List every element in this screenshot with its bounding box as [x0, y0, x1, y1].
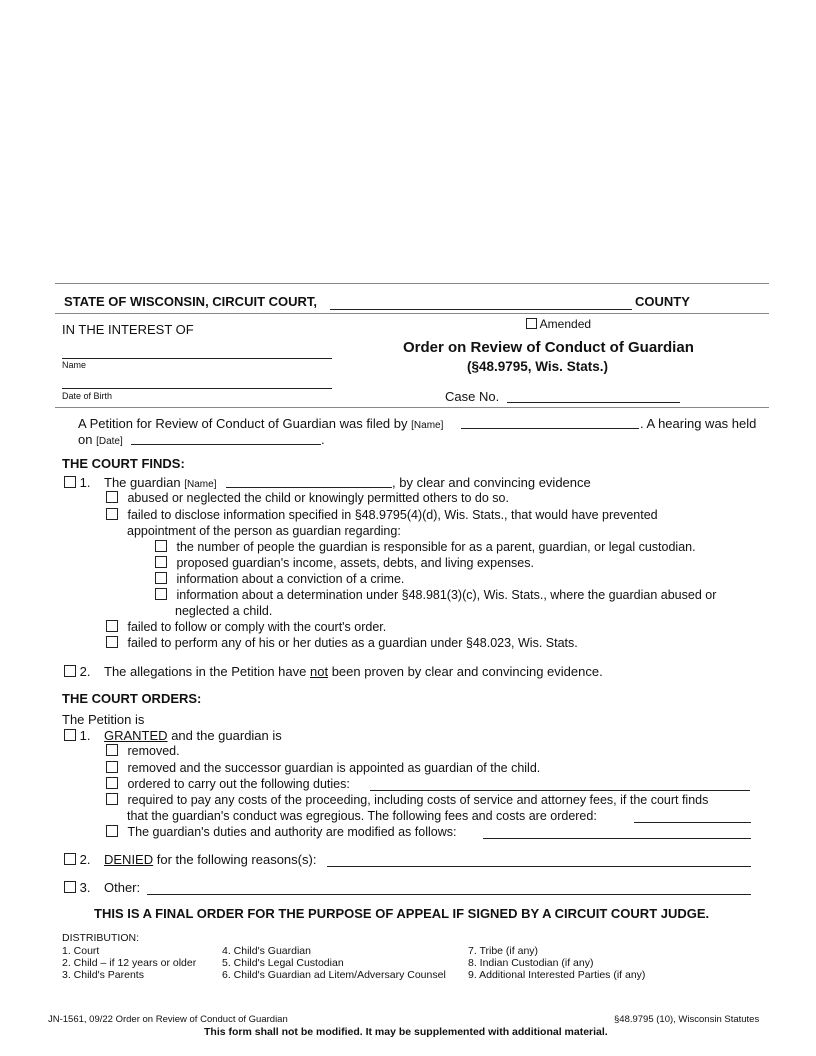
- name-field[interactable]: [62, 358, 332, 359]
- petition-line-2: on [Date]: [78, 432, 123, 447]
- court-orders-heading: THE COURT ORDERS:: [62, 691, 202, 706]
- denied-label: DENIED: [104, 852, 154, 867]
- dist-item: 4. Child's Guardian: [222, 945, 311, 957]
- granted-label: GRANTED: [104, 728, 168, 743]
- form-id: JN-1561, 09/22 Order on Review of Conduct of Guardian: [48, 1014, 288, 1025]
- duties-field[interactable]: [370, 790, 750, 791]
- orders-2-checkbox[interactable]: [64, 853, 76, 865]
- dist-item: 8. Indian Custodian (if any): [468, 957, 594, 969]
- orders-1-checkbox[interactable]: [64, 729, 76, 741]
- sub-number-checkbox[interactable]: [155, 540, 167, 552]
- modified-field[interactable]: [483, 838, 751, 839]
- dist-item: 5. Child's Legal Custodian: [222, 957, 344, 969]
- county-label: COUNTY: [635, 294, 690, 309]
- fees-field[interactable]: [634, 822, 751, 823]
- petitioner-name-field[interactable]: [461, 428, 639, 429]
- hearing-date-placeholder: [Date]: [96, 436, 123, 447]
- opt-abused[interactable]: abused or neglected the child or knowingly permitted others to do so.: [106, 491, 509, 505]
- finds-item-1[interactable]: 1.: [64, 475, 90, 490]
- finds-2-checkbox[interactable]: [64, 665, 76, 677]
- dist-item: 6. Child's Guardian ad Litem/Adversary Counsel: [222, 969, 446, 981]
- opt-ordered-duties[interactable]: ordered to carry out the following duties:: [106, 777, 350, 791]
- final-order-notice: THIS IS A FINAL ORDER FOR THE PURPOSE OF APPEAL IF SIGNED BY A CIRCUIT COURT JUDGE.: [94, 906, 710, 921]
- opt-failed-disclose[interactable]: failed to disclose information specified in §48.9795(4)(d), Wis. Stats., that would have prevented: [106, 508, 658, 522]
- opt-removed-successor[interactable]: removed and the successor guardian is appointed as guardian of the child.: [106, 761, 540, 775]
- dob-field[interactable]: [62, 388, 332, 389]
- opt-ordered-duties-checkbox[interactable]: [106, 777, 118, 789]
- opt-failed-perform-checkbox[interactable]: [106, 636, 118, 648]
- case-no-label: Case No.: [445, 389, 500, 404]
- form-title: Order on Review of Conduct of Guardian: [403, 339, 694, 356]
- petition-is-label: The Petition is: [62, 712, 145, 727]
- guardian-name-field[interactable]: [226, 487, 392, 488]
- opt-abused-checkbox[interactable]: [106, 491, 118, 503]
- sub-determination[interactable]: information about a determination under §48.981(3)(c), Wis. Stats., where the guardian abused or: [155, 588, 716, 602]
- opt-failed-perform[interactable]: failed to perform any of his or her duties as a guardian under §48.023, Wis. Stats.: [106, 636, 578, 650]
- footer-statute: §48.9795 (10), Wisconsin Statutes: [614, 1014, 760, 1025]
- opt-failed-disclose-cont: appointment of the person as guardian regarding:: [127, 524, 401, 538]
- hearing-date-field[interactable]: [131, 444, 321, 445]
- hearing-date-end: .: [321, 432, 325, 447]
- finds-item-2[interactable]: 2.: [64, 664, 90, 679]
- distribution-heading: DISTRIBUTION:: [62, 932, 140, 944]
- opt-modified-checkbox[interactable]: [106, 825, 118, 837]
- sub-determination-checkbox[interactable]: [155, 588, 167, 600]
- opt-required-pay[interactable]: required to pay any costs of the proceeding, including costs of service and attorney fees, if the court finds: [106, 793, 708, 807]
- opt-failed-disclose-checkbox[interactable]: [106, 508, 118, 520]
- dist-item: 3. Child's Parents: [62, 969, 144, 981]
- case-no-field[interactable]: [507, 402, 680, 403]
- name-label: Name: [62, 360, 87, 370]
- finds-1-checkbox[interactable]: [64, 476, 76, 488]
- opt-removed-checkbox[interactable]: [106, 744, 118, 756]
- sub-determination-cont: neglected a child.: [175, 604, 273, 618]
- finds-1-evidence: , by clear and convincing evidence: [392, 475, 591, 490]
- header-bottom-rule: [55, 407, 769, 408]
- dist-item: 7. Tribe (if any): [468, 945, 539, 957]
- sub-conviction[interactable]: information about a conviction of a crime.: [155, 572, 404, 586]
- header-rule: [55, 313, 769, 314]
- sub-conviction-checkbox[interactable]: [155, 572, 167, 584]
- dist-item: 9. Additional Interested Parties (if any): [468, 969, 646, 981]
- opt-modified[interactable]: The guardian's duties and authority are modified as follows:: [106, 825, 456, 839]
- sub-number[interactable]: the number of people the guardian is responsible for as a parent, guardian, or legal custodian.: [155, 540, 696, 554]
- county-field[interactable]: [330, 309, 632, 310]
- orders-item-2[interactable]: 2.: [64, 852, 90, 867]
- opt-failed-follow[interactable]: failed to follow or comply with the court's order.: [106, 620, 386, 634]
- granted-text: GRANTED and the guardian is: [104, 728, 282, 743]
- orders-3-checkbox[interactable]: [64, 881, 76, 893]
- footer-notice: This form shall not be modified. It may be supplemented with additional material.: [204, 1026, 608, 1038]
- other-label: Other:: [104, 880, 141, 895]
- sub-income-checkbox[interactable]: [155, 556, 167, 568]
- top-rule: [55, 283, 769, 284]
- sub-income[interactable]: proposed guardian's income, assets, debts, and living expenses.: [155, 556, 534, 570]
- opt-failed-follow-checkbox[interactable]: [106, 620, 118, 632]
- opt-removed[interactable]: removed.: [106, 744, 180, 758]
- finds-2-text: The allegations in the Petition have not been proven by clear and convincing evidence.: [104, 664, 603, 679]
- distribution-col-1: [62, 945, 196, 981]
- dist-item: 1. Court: [62, 945, 100, 957]
- court-finds-heading: THE COURT FINDS:: [62, 456, 185, 471]
- orders-item-3[interactable]: 3.: [64, 880, 90, 895]
- denied-text: DENIED for the following reasons(s):: [104, 852, 317, 867]
- dist-item: 2. Child – if 12 years or older: [62, 957, 197, 969]
- petitioner-name-placeholder: [Name]: [411, 420, 444, 431]
- distribution-col-3: [468, 945, 645, 981]
- amended-label: Amended: [539, 317, 592, 331]
- finds-1-text: The guardian [Name]: [104, 475, 217, 490]
- interest-of-label: IN THE INTEREST OF: [62, 322, 194, 337]
- form-statute: (§48.9795, Wis. Stats.): [467, 359, 608, 374]
- opt-removed-successor-checkbox[interactable]: [106, 761, 118, 773]
- amended-option[interactable]: [526, 317, 591, 331]
- petition-line-1: A Petition for Review of Conduct of Guardian was filed by [Name]: [78, 416, 444, 431]
- amended-checkbox[interactable]: [526, 318, 537, 329]
- opt-required-pay-checkbox[interactable]: [106, 793, 118, 805]
- opt-required-pay-cont: that the guardian's conduct was egregious. The following fees and costs are ordered:: [127, 809, 597, 823]
- distribution-col-2: [222, 945, 446, 981]
- denied-reasons-field[interactable]: [327, 866, 751, 867]
- guardian-name-placeholder: [Name]: [184, 479, 217, 490]
- hearing-text: . A hearing was held: [640, 416, 757, 431]
- other-field[interactable]: [147, 894, 751, 895]
- dob-label: Date of Birth: [62, 391, 113, 401]
- not-emphasis: not: [309, 664, 329, 679]
- state-court-label: STATE OF WISCONSIN, CIRCUIT COURT,: [64, 294, 318, 309]
- orders-item-1[interactable]: 1.: [64, 728, 90, 743]
